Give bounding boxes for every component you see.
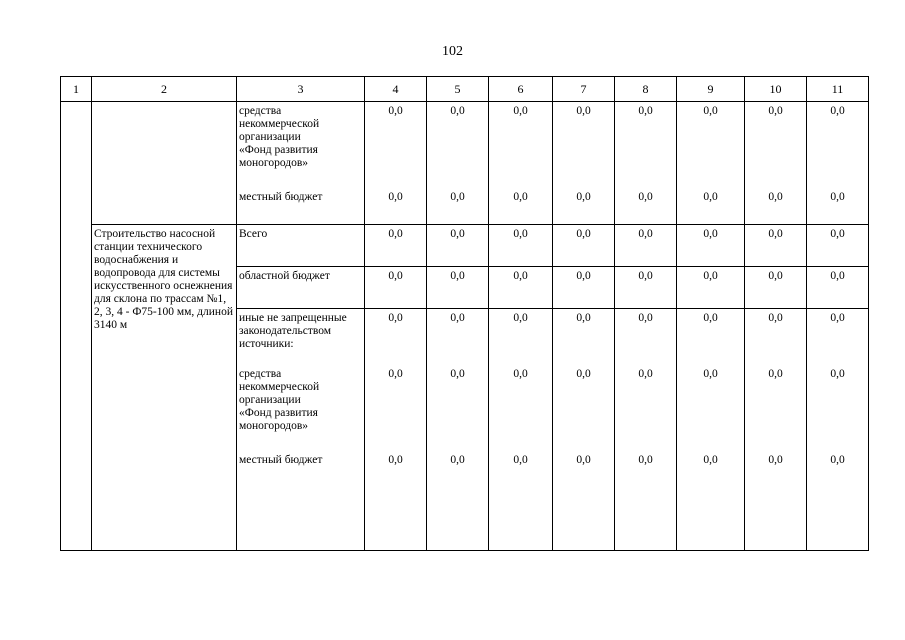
column-header: 3 xyxy=(237,77,365,102)
cell-value: 0,0 0,0 0,0 xyxy=(365,309,427,551)
cell-value: 0,0 0,0 xyxy=(553,102,615,225)
cell-value: 0,0 xyxy=(745,267,807,309)
budget-table xyxy=(60,76,869,551)
cell-value: 0,0 xyxy=(489,225,553,267)
cell-project-cont xyxy=(92,102,237,225)
cell-source xyxy=(237,309,365,551)
column-header: 9 xyxy=(677,77,745,102)
cell-number xyxy=(61,102,92,551)
cell-value: 0,0 xyxy=(615,225,677,267)
source-label: средства некоммерческой организации «Фонд развития моногородов» xyxy=(239,105,320,169)
source-label: местный бюджет xyxy=(239,454,323,466)
cell-value: 0,0 xyxy=(677,267,745,309)
cell-value: 0,0 0,0 xyxy=(365,102,427,225)
cell-value: 0,0 0,0 xyxy=(427,102,489,225)
table-row xyxy=(61,225,869,267)
source-label: местный бюджет xyxy=(239,191,323,203)
column-header: 6 xyxy=(489,77,553,102)
cell-value: 0,0 0,0 xyxy=(677,102,745,225)
cell-value: 0,0 xyxy=(745,225,807,267)
cell-value: 0,0 xyxy=(677,225,745,267)
cell-value: 0,0 0,0 xyxy=(489,102,553,225)
cell-value: 0,0 0,0 0,0 xyxy=(489,309,553,551)
column-header: 5 xyxy=(427,77,489,102)
cell-value: 0,0 0,0 0,0 xyxy=(553,309,615,551)
table-row xyxy=(61,102,869,225)
column-header: 11 xyxy=(807,77,869,102)
column-header: 8 xyxy=(615,77,677,102)
source-label: иные не запрещенные законодательством источники: xyxy=(239,312,347,350)
cell-value: 0,0 0,0 0,0 xyxy=(615,309,677,551)
cell-value: 0,0 xyxy=(553,225,615,267)
cell-source xyxy=(237,102,365,225)
cell-value: 0,0 xyxy=(553,267,615,309)
cell-value: 0,0 xyxy=(365,267,427,309)
cell-source: Всего xyxy=(237,225,365,267)
cell-value: 0,0 xyxy=(489,267,553,309)
cell-value: 0,0 xyxy=(365,225,427,267)
cell-value: 0,0 xyxy=(427,225,489,267)
column-header: 2 xyxy=(92,77,237,102)
cell-value: 0,0 xyxy=(427,267,489,309)
source-label: средства некоммерческой организации «Фонд развития моногородов» xyxy=(239,368,320,432)
project-name: Строительство насосной станции технического водоснабжения и водопровода для системы искусственного оснежнения для склона по трассам №1, 2, 3, 4 - Ф75-100 мм, длиной 3140 м xyxy=(92,225,237,551)
column-header: 7 xyxy=(553,77,615,102)
cell-value: 0,0 xyxy=(807,267,869,309)
cell-value: 0,0 0,0 0,0 xyxy=(745,309,807,551)
page-number: 102 xyxy=(442,44,463,59)
cell-source: областной бюджет xyxy=(237,267,365,309)
cell-value: 0,0 0,0 xyxy=(615,102,677,225)
column-header: 1 xyxy=(61,77,92,102)
cell-value: 0,0 xyxy=(807,225,869,267)
column-header: 4 xyxy=(365,77,427,102)
cell-value: 0,0 0,0 0,0 xyxy=(807,309,869,551)
cell-value: 0,0 0,0 xyxy=(745,102,807,225)
cell-value: 0,0 0,0 0,0 xyxy=(677,309,745,551)
header-row xyxy=(61,77,869,102)
cell-value: 0,0 xyxy=(615,267,677,309)
column-header: 10 xyxy=(745,77,807,102)
cell-value: 0,0 0,0 0,0 xyxy=(427,309,489,551)
cell-value: 0,0 0,0 xyxy=(807,102,869,225)
